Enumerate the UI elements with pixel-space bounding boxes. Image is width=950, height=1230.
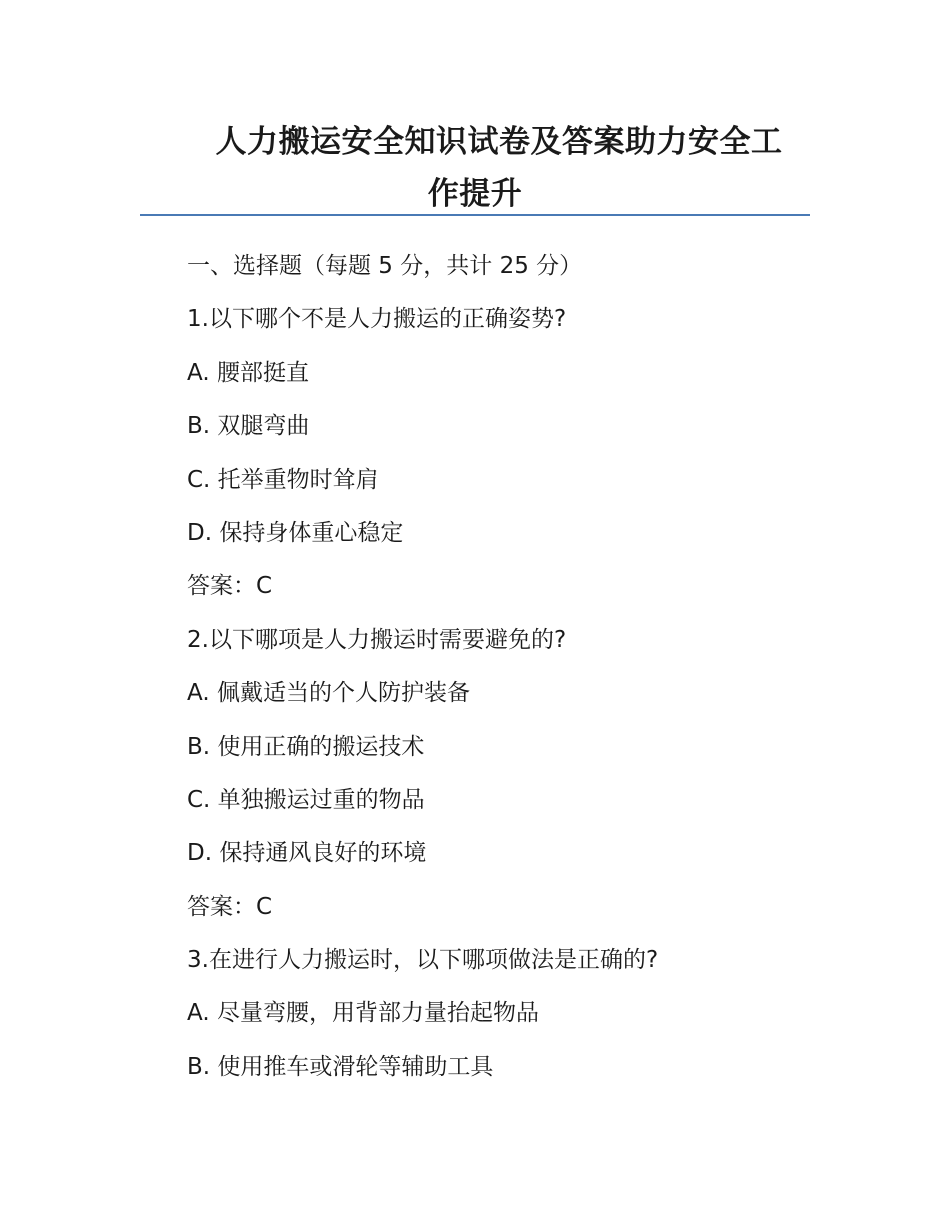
document-title bbox=[140, 116, 810, 220]
question-2-option-c: C. 单独搬运过重的物品 bbox=[187, 786, 425, 813]
section-heading: 一、选择题（每题 5 分，共计 25 分） bbox=[187, 253, 583, 279]
question-1: 1.以下哪个不是人力搬运的正确姿势? bbox=[187, 306, 567, 333]
title-divider bbox=[140, 214, 810, 216]
question-2-answer: 答案：C bbox=[187, 893, 273, 920]
question-1-option-b: B. 双腿弯曲 bbox=[187, 413, 310, 440]
question-1-option-d: D. 保持身体重心稳定 bbox=[187, 519, 404, 546]
question-2: 2.以下哪项是人力搬运时需要避免的? bbox=[187, 626, 567, 653]
question-3-option-a: A. 尽量弯腰，用背部力量抬起物品 bbox=[187, 1000, 539, 1027]
question-2-option-b: B. 使用正确的搬运技术 bbox=[187, 733, 425, 760]
question-3-option-b: B. 使用推车或滑轮等辅助工具 bbox=[187, 1053, 494, 1080]
document-body bbox=[187, 248, 807, 1102]
question-3: 3.在进行人力搬运时，以下哪项做法是正确的? bbox=[187, 947, 659, 974]
question-1-option-a: A. 腰部挺直 bbox=[187, 359, 309, 386]
question-2-option-d: D. 保持通风良好的环境 bbox=[187, 840, 427, 867]
question-1-option-c: C. 托举重物时耸肩 bbox=[187, 466, 379, 493]
question-1-answer: 答案：C bbox=[187, 573, 273, 600]
title-line-2: 作提升 bbox=[427, 176, 523, 212]
title-line-1: 人力搬运安全知识试卷及答案助力安全工 bbox=[215, 124, 783, 160]
question-2-option-a: A. 佩戴适当的个人防护装备 bbox=[187, 680, 470, 707]
